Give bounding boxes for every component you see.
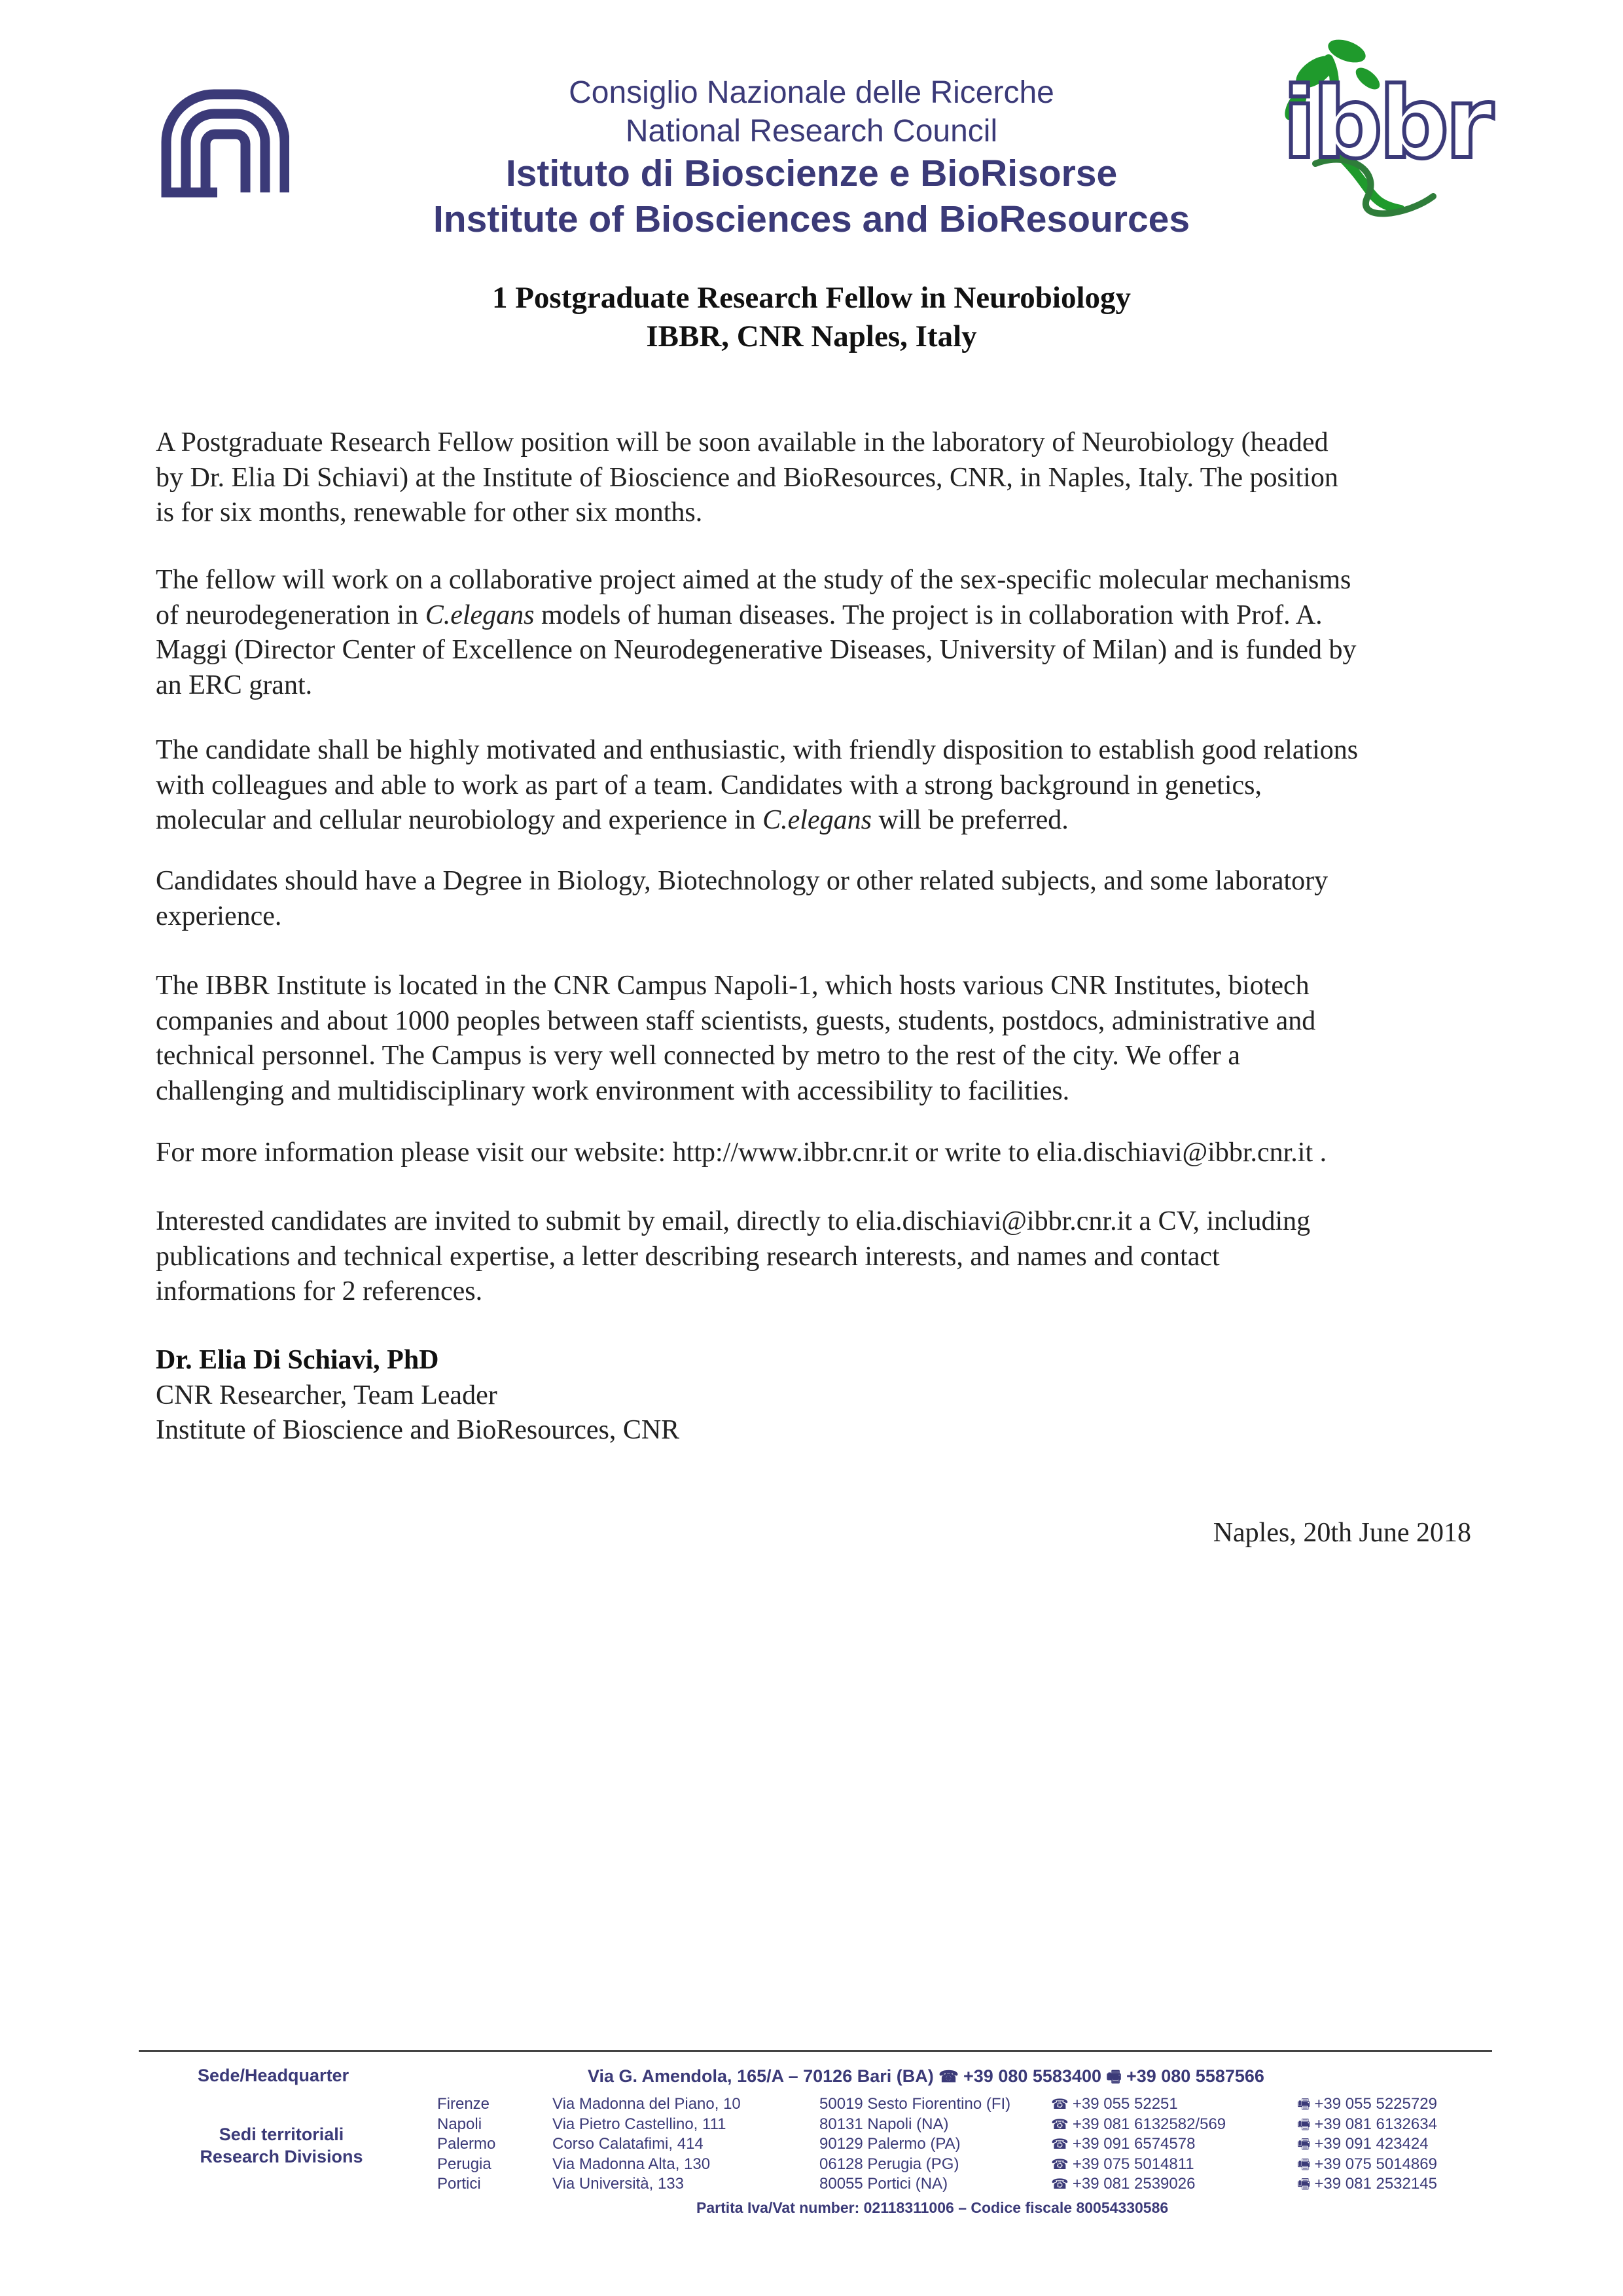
paragraph-position xyxy=(156,425,1497,531)
phone-entry xyxy=(1051,2094,1226,2115)
fax-entry xyxy=(1297,2155,1437,2175)
text-line: technical personnel. The Campus is very well connected by metro to the rest of the city. We offer a xyxy=(156,1041,1241,1071)
footer-divider xyxy=(139,2050,1492,2052)
document-subtitle: IBBR, CNR Naples, Italy xyxy=(646,319,977,353)
text-line: For more information please visit our website: http://www.ibbr.cnr.it or write to elia.dischiavi@ibbr.cnr.it . xyxy=(156,1138,1327,1168)
street: Via Madonna del Piano, 10 xyxy=(552,2095,741,2113)
text-line xyxy=(156,598,1497,634)
street: Via Madonna Alta, 130 xyxy=(552,2155,711,2173)
document-title: 1 Postgraduate Research Fellow in Neurobiology xyxy=(491,281,1132,315)
text-line: companies and about 1000 peoples between staff scientists, guests, students, postdocs, administrative and xyxy=(156,1005,1316,1036)
footer-cities xyxy=(437,2094,495,2195)
text-line: Candidates should have a Degree in Biology, Biotechnology or other related subjects, and some laboratory xyxy=(156,866,1329,896)
letterhead-line-4: Institute of Biosciences and BioResources xyxy=(433,198,1190,240)
footer-hq-label: Sede/Headquarter xyxy=(198,2066,349,2085)
text-span: of neurodegeneration in xyxy=(156,600,425,630)
footer-phones xyxy=(1051,2094,1226,2195)
text-line: The fellow will work on a collaborative project aimed at the study of the sex-specific molecular mechanisms xyxy=(156,565,1351,595)
hq-fax: +39 080 5587566 xyxy=(1126,2066,1264,2086)
fax-icon: 🖷 xyxy=(1297,2155,1315,2172)
text-line: experience. xyxy=(156,901,282,931)
text-line: publications and technical expertise, a letter describing research interests, and names and contact xyxy=(156,1241,1220,1272)
text-line: challenging and multidisciplinary work environment with accessibility to facilities. xyxy=(156,1075,1070,1106)
city: Portici xyxy=(437,2175,481,2193)
text-line: The candidate shall be highly motivated and enthusiastic, with friendly disposition to establish good relations xyxy=(156,735,1359,765)
signature-name: Dr. Elia Di Schiavi, PhD xyxy=(156,1345,439,1375)
text-line: by Dr. Elia Di Schiavi) at the Institute of Bioscience and BioResources, CNR, in Naples, Italy. The position xyxy=(156,462,1338,493)
footer-divisions-label xyxy=(190,2123,373,2168)
postcode: 80055 Portici (NA) xyxy=(819,2175,948,2193)
street: Via Pietro Castellino, 111 xyxy=(552,2115,726,2133)
text-line: with colleagues and able to work as part of a team. Candidates with a strong background in genetics, xyxy=(156,770,1262,800)
italic-species: C.elegans xyxy=(762,805,872,835)
text-line: is for six months, renewable for other six months. xyxy=(156,497,703,528)
text-span: will be preferred. xyxy=(871,805,1069,835)
fax-number: +39 075 5014869 xyxy=(1314,2155,1437,2173)
phone-number: +39 091 6574578 xyxy=(1072,2135,1196,2153)
phone-entry xyxy=(1051,2174,1226,2195)
text-line: an ERC grant. xyxy=(156,670,313,700)
postcode: 80131 Napoli (NA) xyxy=(819,2115,949,2133)
ibbr-logo-text: ibbr xyxy=(1283,67,1490,181)
city: Palermo xyxy=(437,2135,496,2153)
letterhead-line-2: National Research Council xyxy=(625,114,998,149)
phone-entry xyxy=(1051,2134,1226,2155)
fax-entry xyxy=(1297,2094,1437,2115)
fax-icon: 🖷 xyxy=(1297,2115,1315,2132)
phone-number: +39 055 52251 xyxy=(1072,2095,1178,2113)
phone-icon: ☎ xyxy=(1051,2136,1073,2152)
fax-icon: 🖷 xyxy=(1297,2136,1315,2152)
city: Napoli xyxy=(437,2115,482,2133)
postcode: 50019 Sesto Fiorentino (FI) xyxy=(819,2095,1011,2113)
hq-address: Via G. Amendola, 165/A – 70126 Bari (BA) xyxy=(588,2066,934,2086)
text-line: informations for 2 references. xyxy=(156,1276,483,1306)
fax-icon: 🖷 xyxy=(1297,2176,1315,2192)
hq-phone: +39 080 5583400 xyxy=(963,2066,1101,2086)
phone-number: +39 075 5014811 xyxy=(1072,2155,1194,2173)
fax-number: +39 081 2532145 xyxy=(1314,2175,1437,2193)
footer-streets xyxy=(552,2094,741,2195)
letterhead-line-1: Consiglio Nazionale delle Ricerche xyxy=(569,75,1054,110)
street: Via Università, 133 xyxy=(552,2175,684,2193)
divisions-label-line: Research Divisions xyxy=(200,2147,363,2166)
postcode: 06128 Perugia (PG) xyxy=(819,2155,959,2173)
italic-species: C.elegans xyxy=(425,600,535,630)
phone-icon: ☎ xyxy=(1051,2115,1073,2132)
footer-faxes xyxy=(1297,2094,1437,2195)
phone-icon: ☎ xyxy=(938,2068,959,2086)
text-line: Maggi (Director Center of Excellence on Neurodegenerative Diseases, University of Milan) and is funded by xyxy=(156,635,1357,665)
street: Corso Calatafimi, 414 xyxy=(552,2135,704,2153)
paragraph-candidate xyxy=(156,733,1497,838)
phone-icon: ☎ xyxy=(1051,2096,1073,2112)
footer-hq-address xyxy=(588,2066,1264,2092)
fax-number: +39 091 423424 xyxy=(1314,2135,1429,2153)
text-line: The IBBR Institute is located in the CNR Campus Napoli-1, which hosts various CNR Institutes, biotech xyxy=(156,971,1310,1001)
fax-number: +39 055 5225729 xyxy=(1314,2095,1437,2113)
footer-vat: Partita Iva/Vat number: 02118311006 – Codice fiscale 80054330586 xyxy=(696,2199,1169,2216)
text-span: molecular and cellular neurobiology and experience in xyxy=(156,805,763,835)
text-line xyxy=(156,803,1497,838)
phone-icon: ☎ xyxy=(1051,2155,1073,2172)
phone-icon: ☎ xyxy=(1051,2176,1073,2192)
divisions-label-line: Sedi territoriali xyxy=(219,2125,344,2144)
signature-block xyxy=(156,1343,679,1448)
phone-entry xyxy=(1051,2115,1226,2135)
fax-icon: 🖷 xyxy=(1297,2096,1315,2112)
paragraph-project xyxy=(156,563,1497,703)
city: Perugia xyxy=(437,2155,491,2173)
paragraph-degree xyxy=(156,864,1497,934)
document-date: Naples, 20th June 2018 xyxy=(1213,1518,1471,1548)
fax-icon: 🖷 xyxy=(1106,2068,1122,2086)
phone-entry xyxy=(1051,2155,1226,2175)
city: Firenze xyxy=(437,2095,490,2113)
paragraph-application xyxy=(156,1204,1497,1310)
footer-postcodes xyxy=(819,2094,1010,2195)
text-line: Interested candidates are invited to submit by email, directly to elia.dischiavi@ibbr.cnr.it a CV, including xyxy=(156,1206,1311,1236)
letterhead-line-3: Istituto di Bioscienze e BioRisorse xyxy=(505,152,1118,194)
fax-entry xyxy=(1297,2115,1437,2135)
phone-number: +39 081 2539026 xyxy=(1072,2175,1196,2193)
text-line: A Postgraduate Research Fellow position will be soon available in the laboratory of Neurobiology (headed xyxy=(156,427,1329,457)
fax-entry xyxy=(1297,2174,1437,2195)
postcode: 90129 Palermo (PA) xyxy=(819,2135,961,2153)
fax-number: +39 081 6132634 xyxy=(1314,2115,1437,2133)
paragraph-institute xyxy=(156,969,1497,1109)
paragraph-more-info xyxy=(156,1136,1497,1171)
fax-entry xyxy=(1297,2134,1437,2155)
signature-role: CNR Researcher, Team Leader xyxy=(156,1380,497,1410)
text-span: models of human diseases. The project is in collaboration with Prof. A. xyxy=(534,600,1323,630)
phone-number: +39 081 6132582/569 xyxy=(1072,2115,1226,2133)
signature-institute: Institute of Bioscience and BioResources, CNR xyxy=(156,1415,680,1445)
